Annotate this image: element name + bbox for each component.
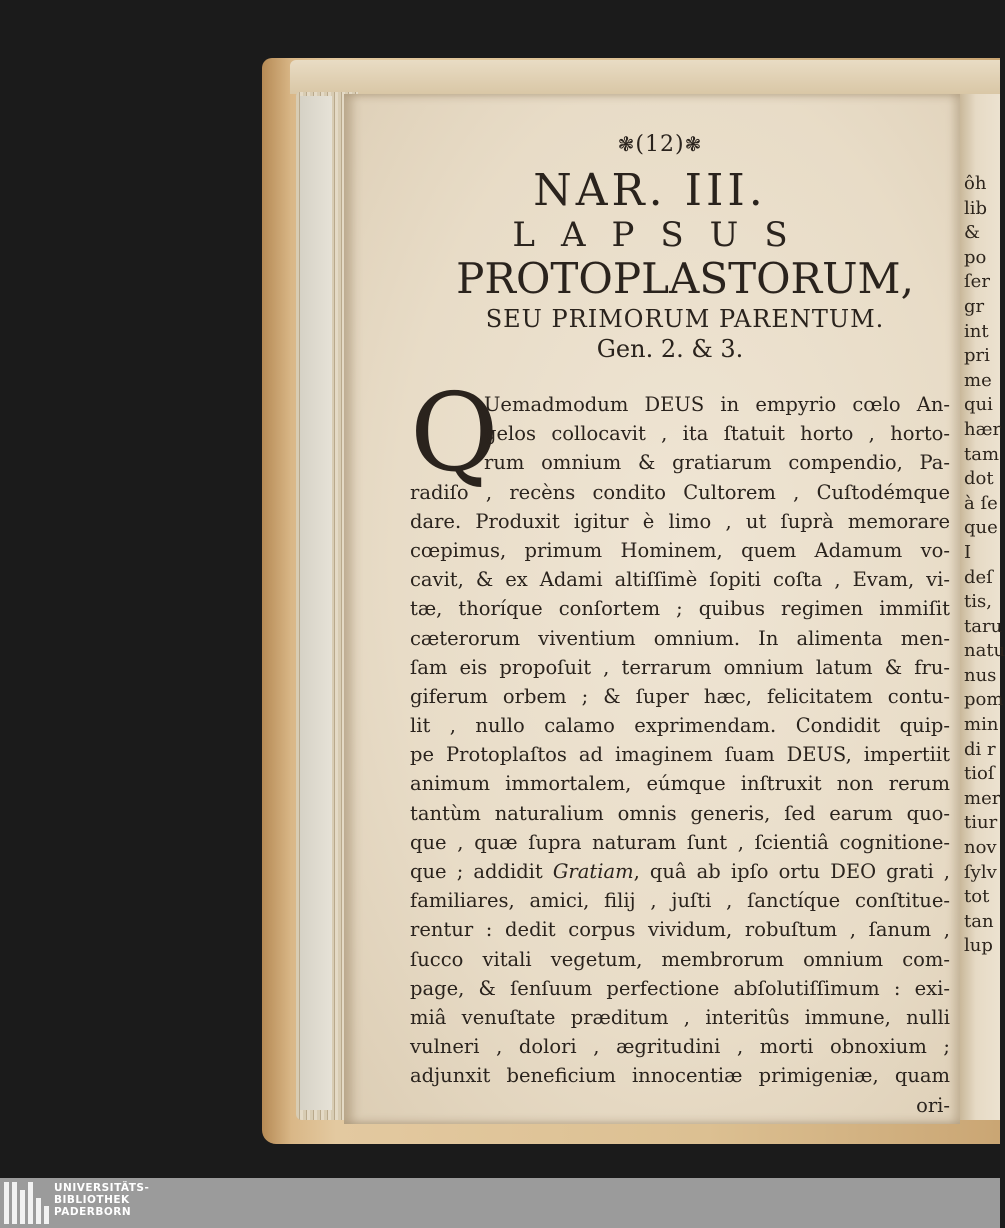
facing-page-fragment: tot <box>964 886 990 908</box>
text-line: ori- <box>916 1093 950 1117</box>
library-logo-icon <box>4 1182 48 1224</box>
italic-word: Gratiam <box>552 860 634 883</box>
text-line: cæterorum viventium omnium. In alimenta men- <box>410 626 950 650</box>
facing-page-fragment: di r <box>964 738 996 760</box>
text-line: pe Protoplaſtos ad imaginem ſuam DEUS, impertiit <box>410 743 950 767</box>
facing-page-fragment: que <box>964 517 998 539</box>
facing-page-fragment: à ſe <box>964 492 998 514</box>
facing-page-fragment: taru <box>964 615 1003 637</box>
facing-page-fragment: ſylv <box>964 861 997 883</box>
facing-page-fragment: lup <box>964 935 993 957</box>
text-line: tantùm naturalium omnis generis, ſed earum quo- <box>410 801 950 825</box>
text-line: que ; addidit Gratiam, quâ ab ipſo ortu DEO grati , <box>410 860 950 883</box>
facing-page-fragment: int <box>964 320 989 342</box>
drop-cap: Q <box>410 371 499 496</box>
facing-page-fragment: dot <box>964 468 994 490</box>
logo-line-3: PADERBORN <box>54 1206 132 1218</box>
facing-page-fragment: lib <box>964 197 988 219</box>
text-line: page, & ſenſuum perfectione abſolutiſſimum : exi- <box>410 976 950 1000</box>
text-line: familiares, amici, filij , juſti , ſanctíque conſtitue- <box>410 889 950 913</box>
text-line: Uemadmodum DEUS in empyrio cœlo An- <box>484 393 950 416</box>
scripture-reference: Gen. 2. & 3. <box>596 335 744 363</box>
text-line: radiſo , recèns condito Cultorem , Cuſtodémque <box>410 480 950 504</box>
ornament-right-icon: ❃ <box>684 132 703 156</box>
chapter-title: PROTOPLASTORUM, <box>456 254 914 303</box>
text-line: miâ venuſtate præditum , interitûs immune, nulli <box>410 1005 950 1029</box>
facing-page-fragment: nov <box>964 837 997 859</box>
text-line: rum omnium & gratiarum compendio, Pa- <box>484 451 950 475</box>
facing-page-fragment: tiur <box>964 812 998 834</box>
text-line: dare. Produxit igitur è limo , ut ſuprà memorare <box>410 509 950 533</box>
text-line: animum immortalem, eúmque inſtruxit non rerum <box>410 772 950 796</box>
facing-page-fragment: pom <box>964 689 1004 711</box>
facing-page-fragment: me <box>964 369 992 391</box>
facing-page-fragment: & <box>964 222 981 244</box>
text-line: cavit, & ex Adami altiſſimè ſopiti coſta , Evam, vi- <box>410 568 950 592</box>
chapter-subtitle: SEU PRIMORUM PARENTUM. <box>485 305 885 333</box>
text-line: tæ, thoríque conſortem ; quibus regimen immiſit <box>410 597 950 621</box>
chapter-title-lapsus: LAPSUS <box>512 215 814 255</box>
facing-page-fragment: ſer <box>964 271 990 293</box>
page-number-text: (12) <box>635 132 685 157</box>
text-line: vulneri , dolori , ægritudini , morti obnoxium ; <box>410 1035 950 1059</box>
text-line: gelos collocavit , ita ſtatuit horto , horto- <box>484 422 950 446</box>
text-line: rentur : dedit corpus vividum, robuſtum , ſanum , <box>410 918 950 942</box>
facing-page-fragment: hær <box>964 418 1002 440</box>
facing-page-fragment: natu <box>964 640 1005 662</box>
facing-page-fragment: tam <box>964 443 1000 465</box>
facing-page-fragment: po <box>964 246 987 268</box>
facing-page-fragment: I <box>964 541 972 563</box>
text-line: cœpimus, primum Hominem, quem Adamum vo- <box>410 538 950 562</box>
facing-page-fragment: nus <box>964 664 997 686</box>
ornament-left-icon: ❃ <box>617 132 636 156</box>
facing-page-fragment: tan <box>964 910 994 932</box>
blank-leaf <box>300 96 332 1110</box>
library-logo-text <box>54 1182 149 1218</box>
logo-line-1: UNIVERSITÄTS- <box>54 1182 150 1194</box>
footer-bar <box>0 1178 1000 1228</box>
cover-top-edge <box>290 60 1000 94</box>
chapter-heading: NAR. III. <box>533 165 767 216</box>
facing-page-fragment: mer <box>964 787 1001 809</box>
text-line: giferum orbem ; & ſuper hæc, felicitatem contu- <box>410 684 950 708</box>
text-line: adjunxit beneficium innocentiæ primigeniæ, quam <box>410 1064 950 1088</box>
facing-page-fragment: pri <box>964 345 990 367</box>
text-line: ſucco vitali vegetum, membrorum omnium com- <box>410 947 950 971</box>
facing-page-fragment: qui <box>964 394 993 416</box>
facing-page-fragment: ôh <box>964 173 987 194</box>
page-number <box>560 132 760 157</box>
body-text <box>410 390 950 1120</box>
text-line: lit , nullo calamo exprimendam. Condidit quip- <box>410 714 950 738</box>
facing-page-fragment: min <box>964 714 999 736</box>
text-line: que , quæ ſupra naturam ſunt , ſcientiâ cognitione- <box>410 830 950 854</box>
facing-page-fragment: gr <box>964 295 985 317</box>
text-line: ſam eis propoſuit , terrarum omnium latum & fru- <box>410 655 950 679</box>
facing-page-fragment: tis, <box>964 591 992 613</box>
facing-page-fragment: tioſ <box>964 763 995 785</box>
logo-line-2: BIBLIOTHEK <box>54 1194 130 1206</box>
facing-page-fragment: deſ <box>964 566 993 588</box>
